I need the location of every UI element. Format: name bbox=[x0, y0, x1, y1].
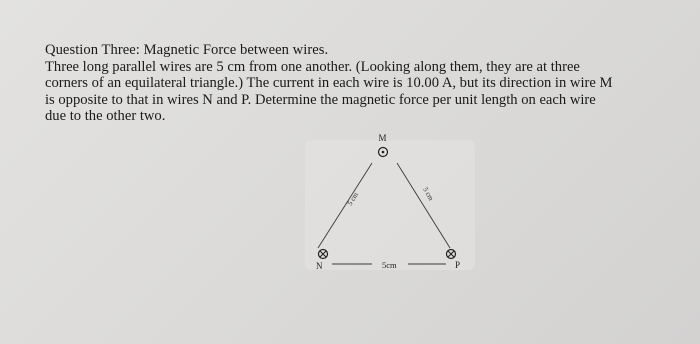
side-label-bottom: 5cm bbox=[382, 260, 397, 270]
side-left-line bbox=[318, 163, 372, 248]
wire-m bbox=[379, 133, 388, 157]
question-line-4: due to the other two. bbox=[45, 108, 166, 125]
wire-p-label: P bbox=[455, 260, 461, 270]
question-line-3: is opposite to that in wires N and P. Determine the magnetic force per unit length on each wire bbox=[45, 91, 596, 108]
side-right-line bbox=[397, 163, 450, 248]
question-line-2: corners of an equilateral triangle.) The current in each wire is 10.00 A, but its direction in wire M bbox=[45, 75, 613, 92]
wire-p bbox=[447, 250, 461, 271]
wire-n bbox=[316, 250, 328, 272]
wire-n-label: N bbox=[316, 261, 323, 271]
side-label-left: 5 cm bbox=[345, 191, 361, 208]
question-title: Question Three: Magnetic Force between wires. bbox=[45, 42, 329, 58]
question-line-1: Three long parallel wires are 5 cm from one another. (Looking along them, they are at three bbox=[45, 58, 580, 75]
side-label-right: 5 cm bbox=[421, 186, 436, 202]
wire-m-label: M bbox=[378, 133, 387, 143]
dot-center bbox=[382, 151, 385, 154]
